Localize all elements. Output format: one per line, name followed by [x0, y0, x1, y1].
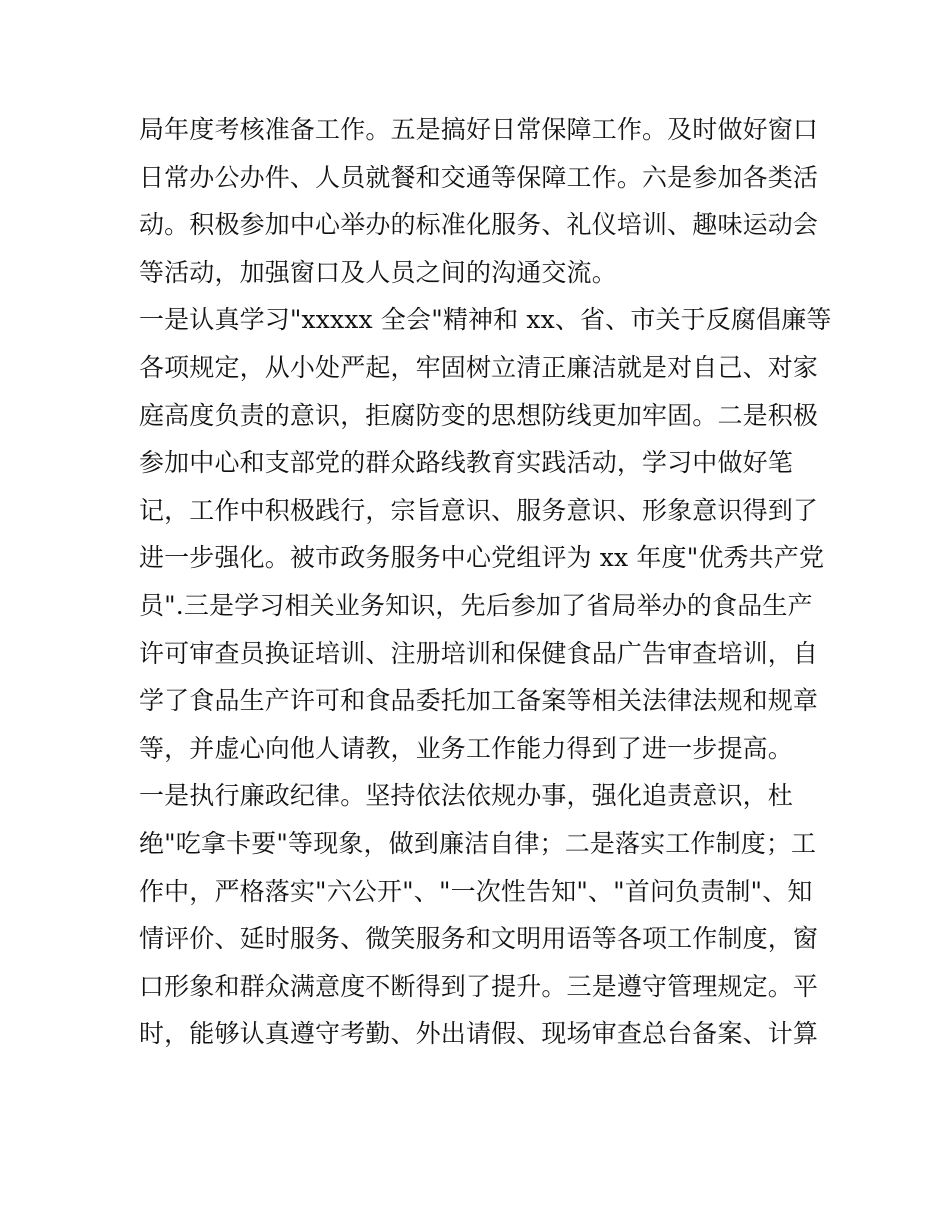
text-line: 日常办公办件、人员就餐和交通等保障工作。六是参加各类活 [139, 162, 819, 192]
text-line: 许可审查员换证培训、注册培训和保健食品广告审查培训，自 [139, 638, 819, 668]
text-line: 动。积极参加中心举办的标准化服务、礼仪培训、趣味运动会 [139, 210, 819, 240]
text-line: 局年度考核准备工作。五是搞好日常保障工作。及时做好窗口 [139, 115, 819, 144]
text-line: 作中，严格落实"六公开"、"一次性告知"、"首问负责制"、知 [139, 876, 813, 906]
text-line: 绝"吃拿卡要"等现象，做到廉洁自律；二是落实工作制度；工 [139, 828, 817, 858]
text-line: 参加中心和支部党的群众路线教育实践活动，学习中做好笔 [139, 448, 793, 478]
text-line: 一是执行廉政纪律。坚持依法依规办事，强化追责意识，杜 [139, 781, 793, 811]
text-line: 一是认真学习"xxxxx 全会"精神和 xx、省、市关于反腐倡廉等 [139, 305, 832, 335]
text-line: 等，并虚心向他人请教，业务工作能力得到了进一步提高。 [139, 733, 793, 763]
text-line: 时，能够认真遵守考勤、外出请假、现场审查总台备案、计算 [139, 1019, 819, 1049]
text-line: 口形象和群众满意度不断得到了提升。三是遵守管理规定。平 [139, 971, 819, 1001]
text-line: 庭高度负责的意识，拒腐防变的思想防线更加牢固。二是积极 [139, 400, 819, 430]
text-line: 记，工作中积极践行，宗旨意识、服务意识、形象意识得到了 [139, 495, 819, 525]
text-line: 进一步强化。被市政务服务中心党组评为 xx 年度"优秀共产党 [139, 543, 825, 573]
text-line: 员".三是学习相关业务知识，先后参加了省局举办的食品生产 [139, 590, 813, 620]
text-line: 各项规定，从小处严起，牢固树立清正廉洁就是对自己、对家 [139, 352, 819, 382]
text-line: 等活动，加强窗口及人员之间的沟通交流。 [139, 257, 617, 287]
text-line: 学了食品生产许可和食品委托加工备案等相关法律法规和规章 [139, 686, 819, 716]
body-text [139, 106, 832, 1058]
text-line: 情评价、延时服务、微笑服务和文明用语等各项工作制度，窗 [139, 924, 819, 954]
